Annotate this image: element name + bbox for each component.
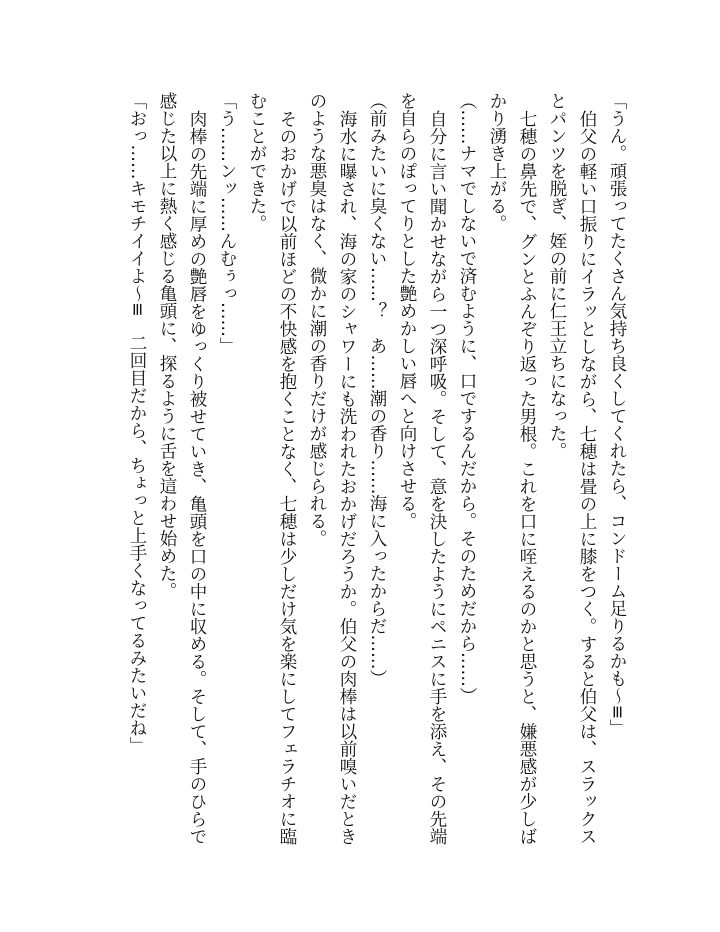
text-line: かり湧き上がる。 [487,92,507,232]
text-line: 七穂の鼻先で、グンとふんぞり返った男根。これを口に咥えるのかと思うと、嫌悪感が少しば [517,109,537,845]
text-line: 自分に言い聞かせながら一つ深呼吸。そして、意を決したようにペニスに手を添え、その先端 [427,109,447,845]
text-line: むことができた。 [247,92,267,232]
text-line: 伯父の軽い口振りにイラッとしながら、七穂は畳の上に膝をつく。すると伯父は、スラックス [577,109,597,845]
text-line: 感じた以上に熱く感じる亀頭に、探るように舌を這わせ始めた。 [157,92,177,600]
text-line: そのおかげで以前ほどの不快感を抱くことなく、七穂は少しだけ気を楽にしてフェラチオに臨 [277,109,297,845]
text-line: とパンツを脱ぎ、姪の前に仁王立ちになった。 [547,92,567,460]
text-line: のような悪臭はなく、微かに潮の香りだけが感じられる。 [307,92,327,547]
text-line: 「う……ンッ……んむぅっ……」 [217,92,237,355]
text-line: （……ナマでしないで済むように、口でするんだから。そのためだから……） [457,92,477,705]
text-line: （前みたいに臭くない……？ あ……潮の香り……海に入ったからだ……） [367,92,387,687]
text-line: 海水に曝され、海の家のシャワーにも洗われたおかげだろうか。伯父の肉棒は以前嗅いだとき [337,109,357,845]
text-line: を自らのぽってりとした艶めかしい唇へと向けさせる。 [397,92,417,530]
text-line: 「おっ……キモチイイよ〜≡ 二回目だから、ちょっと上手くなってるみたいだね」 [127,92,147,755]
text-line: 「うん。頑張ってたくさん気持ち良くしてくれたら、コンドーム足りるかも〜≡」 [607,92,627,737]
text-line: 肉棒の先端に厚めの艶唇をゆっくり被せていき、亀頭を口の中に収める。そして、手のひらで [187,109,207,845]
novel-page-text [122,92,632,892]
